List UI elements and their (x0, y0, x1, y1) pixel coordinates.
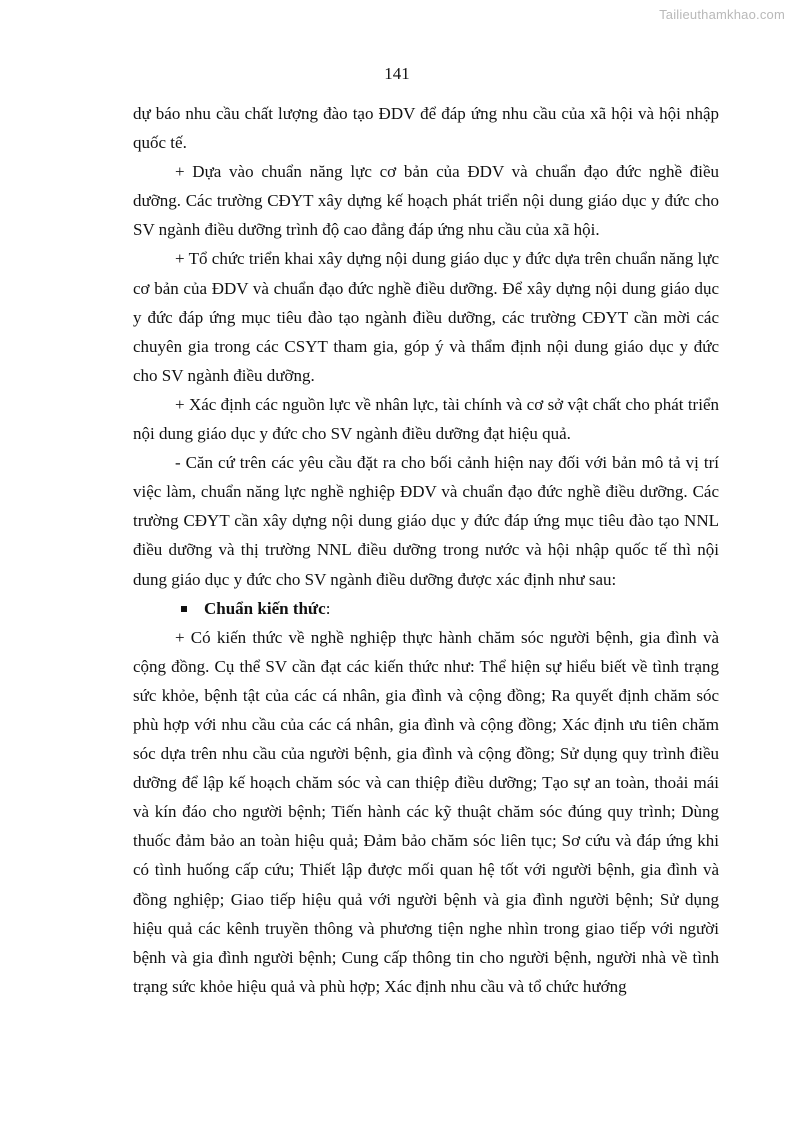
section-heading-colon: : (325, 598, 331, 618)
paragraph-requirements: - Căn cứ trên các yêu cầu đặt ra cho bối cảnh hiện nay đối với bản mô tả vị trí việc làm, chuẩn năng lực nghề nghiệp ĐDV và chuẩn đạo đức nghề điều dưỡng. Các trường CĐYT cần xây dựng nội dung giáo dục y đức đáp ứng mục tiêu đào tạo NNL điều dưỡng và thị trường NNL điều dưỡng trong nước và hội nhập quốc tế thì nội dung giáo dục y đức cho SV ngành điều dưỡng được xác định như sau: (133, 453, 719, 589)
page-number: 141 (384, 64, 410, 83)
square-bullet-icon (181, 606, 187, 612)
document-body (133, 99, 719, 1001)
paragraph-knowledge: + Có kiến thức về nghề nghiệp thực hành chăm sóc người bệnh, gia đình và cộng đồng. Cụ thể SV cần đạt các kiến thức như: Thể hiện sự hiểu biết về tình trạng sức khỏe, bệnh tật của các cá nhân, gia đình và cộng đồng; Ra quyết định chăm sóc phù hợp với nhu cầu của các cá nhân, gia đình và cộng đồng; Xác định ưu tiên chăm sóc dựa trên nhu cầu của người bệnh, gia đình và cộng đồng; Sử dụng quy trình điều dưỡng để lập kế hoạch chăm sóc và can thiệp điều dưỡng; Tạo sự an toàn, thoải mái và kín đáo cho người bệnh; Tiến hành các kỹ thuật chăm sóc đúng quy trình; Dùng thuốc đảm bảo an toàn hiệu quả; Đảm bảo chăm sóc liên tục; Sơ cứu và đáp ứng khi có tình huống cấp cứu; Thiết lập được mối quan hệ tốt với người bệnh, gia đình và đồng nghiệp; Giao tiếp hiệu quả với người bệnh và gia đình người bệnh; Sử dụng hiệu quả các kênh truyền thông và phương tiện nghe nhìn trong giao tiếp với người bệnh và gia đình người bệnh; Cung cấp thông tin cho người bệnh, người nhà về tình trạng sức khỏe hiệu quả và phù hợp; Xác định nhu cầu và tổ chức hướng (133, 627, 719, 996)
paragraph-resources: + Xác định các nguồn lực về nhân lực, tài chính và cơ sở vật chất cho phát triển nội dung giáo dục y đức cho SV ngành điều dưỡng đạt hiệu quả. (133, 394, 719, 444)
paragraph-competency-standard: + Dựa vào chuẩn năng lực cơ bản của ĐDV và chuẩn đạo đức nghề điều dưỡng. Các trường CĐYT xây dựng kế hoạch phát triển nội dung giáo dục y đức cho SV ngành điều dưỡng trình độ cao đẳng đáp ứng nhu cầu của xã hội. (133, 162, 719, 240)
paragraph-implementation: + Tổ chức triển khai xây dựng nội dung giáo dục y đức dựa trên chuẩn năng lực cơ bản của ĐDV và chuẩn đạo đức nghề điều dưỡng. Để xây dựng nội dung giáo dục y đức đáp ứng mục tiêu đào tạo ngành điều dưỡng, các trường CĐYT cần mời các chuyên gia trong các CSYT tham gia, góp ý và thẩm định nội dung giáo dục y đức cho SV ngành điều dưỡng. (133, 249, 719, 385)
watermark: Tailieuthamkhao.com (659, 7, 785, 22)
section-heading-label: Chuẩn kiến thức (204, 598, 326, 618)
section-heading (133, 594, 719, 623)
paragraph-continuation: dự báo nhu cầu chất lượng đào tạo ĐDV để đáp ứng nhu cầu của xã hội và hội nhập quốc tế. (133, 104, 719, 153)
